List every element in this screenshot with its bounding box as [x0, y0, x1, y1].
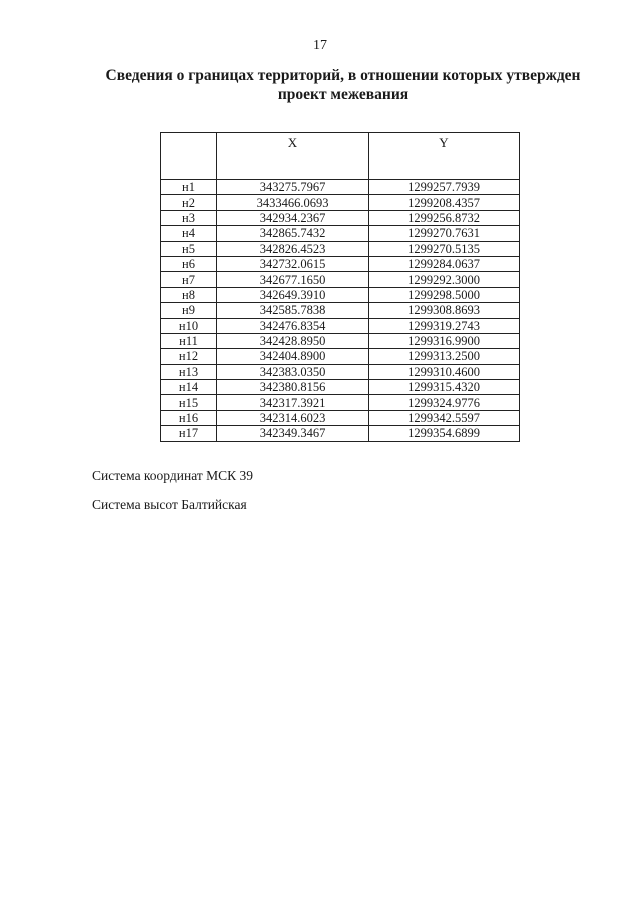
point-cell: н12: [161, 349, 217, 364]
point-cell: н3: [161, 210, 217, 225]
point-cell: н4: [161, 226, 217, 241]
point-cell: н13: [161, 364, 217, 379]
y-cell: 1299298.5000: [369, 287, 520, 302]
y-cell: 1299342.5597: [369, 410, 520, 425]
point-cell: н2: [161, 195, 217, 210]
point-cell: н10: [161, 318, 217, 333]
header-x: X: [217, 133, 369, 180]
y-cell: 1299270.7631: [369, 226, 520, 241]
y-cell: 1299292.3000: [369, 272, 520, 287]
coordinate-system-note: Система координат МСК 39: [92, 468, 253, 483]
x-cell: 342349.3467: [217, 426, 369, 441]
table-row: [161, 395, 520, 410]
table-row: [161, 180, 520, 195]
y-cell: 1299256.8732: [369, 210, 520, 225]
y-cell: 1299315.4320: [369, 380, 520, 395]
table-row: [161, 380, 520, 395]
header-y: Y: [369, 133, 520, 180]
table-row: [161, 226, 520, 241]
x-cell: 342649.3910: [217, 287, 369, 302]
x-cell: 342585.7838: [217, 303, 369, 318]
point-cell: н15: [161, 395, 217, 410]
table-body: [161, 180, 520, 442]
table-row: [161, 256, 520, 271]
table-row: [161, 364, 520, 379]
point-cell: н7: [161, 272, 217, 287]
x-cell: 342314.6023: [217, 410, 369, 425]
y-cell: 1299354.6899: [369, 426, 520, 441]
x-cell: 342826.4523: [217, 241, 369, 256]
x-cell: 342934.2367: [217, 210, 369, 225]
x-cell: 342383.0350: [217, 364, 369, 379]
table-row: [161, 333, 520, 348]
x-cell: 342380.8156: [217, 380, 369, 395]
title-line-2: проект межевания: [277, 86, 409, 103]
y-cell: 1299319.2743: [369, 318, 520, 333]
y-cell: 1299324.9776: [369, 395, 520, 410]
y-cell: 1299316.9900: [369, 333, 520, 348]
point-cell: н5: [161, 241, 217, 256]
x-cell: 3433466.0693: [217, 195, 369, 210]
table-row: [161, 195, 520, 210]
table-row: [161, 210, 520, 225]
table-row: [161, 318, 520, 333]
x-cell: 342317.3921: [217, 395, 369, 410]
point-cell: н14: [161, 380, 217, 395]
table-row: [161, 426, 520, 441]
x-cell: 342865.7432: [217, 226, 369, 241]
table-header-row: [161, 133, 520, 180]
x-cell: 343275.7967: [217, 180, 369, 195]
y-cell: 1299270.5135: [369, 241, 520, 256]
table-row: [161, 410, 520, 425]
x-cell: 342428.8950: [217, 333, 369, 348]
x-cell: 342677.1650: [217, 272, 369, 287]
table-row: [161, 241, 520, 256]
table-row: [161, 303, 520, 318]
point-cell: н6: [161, 256, 217, 271]
height-system-note: Система высот Балтийская: [92, 497, 247, 512]
y-cell: 1299257.7939: [369, 180, 520, 195]
y-cell: 1299208.4357: [369, 195, 520, 210]
x-cell: 342404.8900: [217, 349, 369, 364]
point-cell: н9: [161, 303, 217, 318]
table-row: [161, 272, 520, 287]
point-cell: н16: [161, 410, 217, 425]
y-cell: 1299310.4600: [369, 364, 520, 379]
table-row: [161, 349, 520, 364]
y-cell: 1299284.0637: [369, 256, 520, 271]
y-cell: 1299313.2500: [369, 349, 520, 364]
point-cell: н17: [161, 426, 217, 441]
x-cell: 342476.8354: [217, 318, 369, 333]
point-cell: н1: [161, 180, 217, 195]
coordinates-table: [160, 132, 520, 442]
y-cell: 1299308.8693: [369, 303, 520, 318]
header-point: [161, 133, 217, 180]
title-line-1: Сведения о границах территорий, в отношении которых утвержден: [105, 67, 581, 84]
point-cell: н8: [161, 287, 217, 302]
page-number: 17: [313, 38, 327, 53]
table-row: [161, 287, 520, 302]
point-cell: н11: [161, 333, 217, 348]
x-cell: 342732.0615: [217, 256, 369, 271]
document-title: [60, 66, 626, 104]
